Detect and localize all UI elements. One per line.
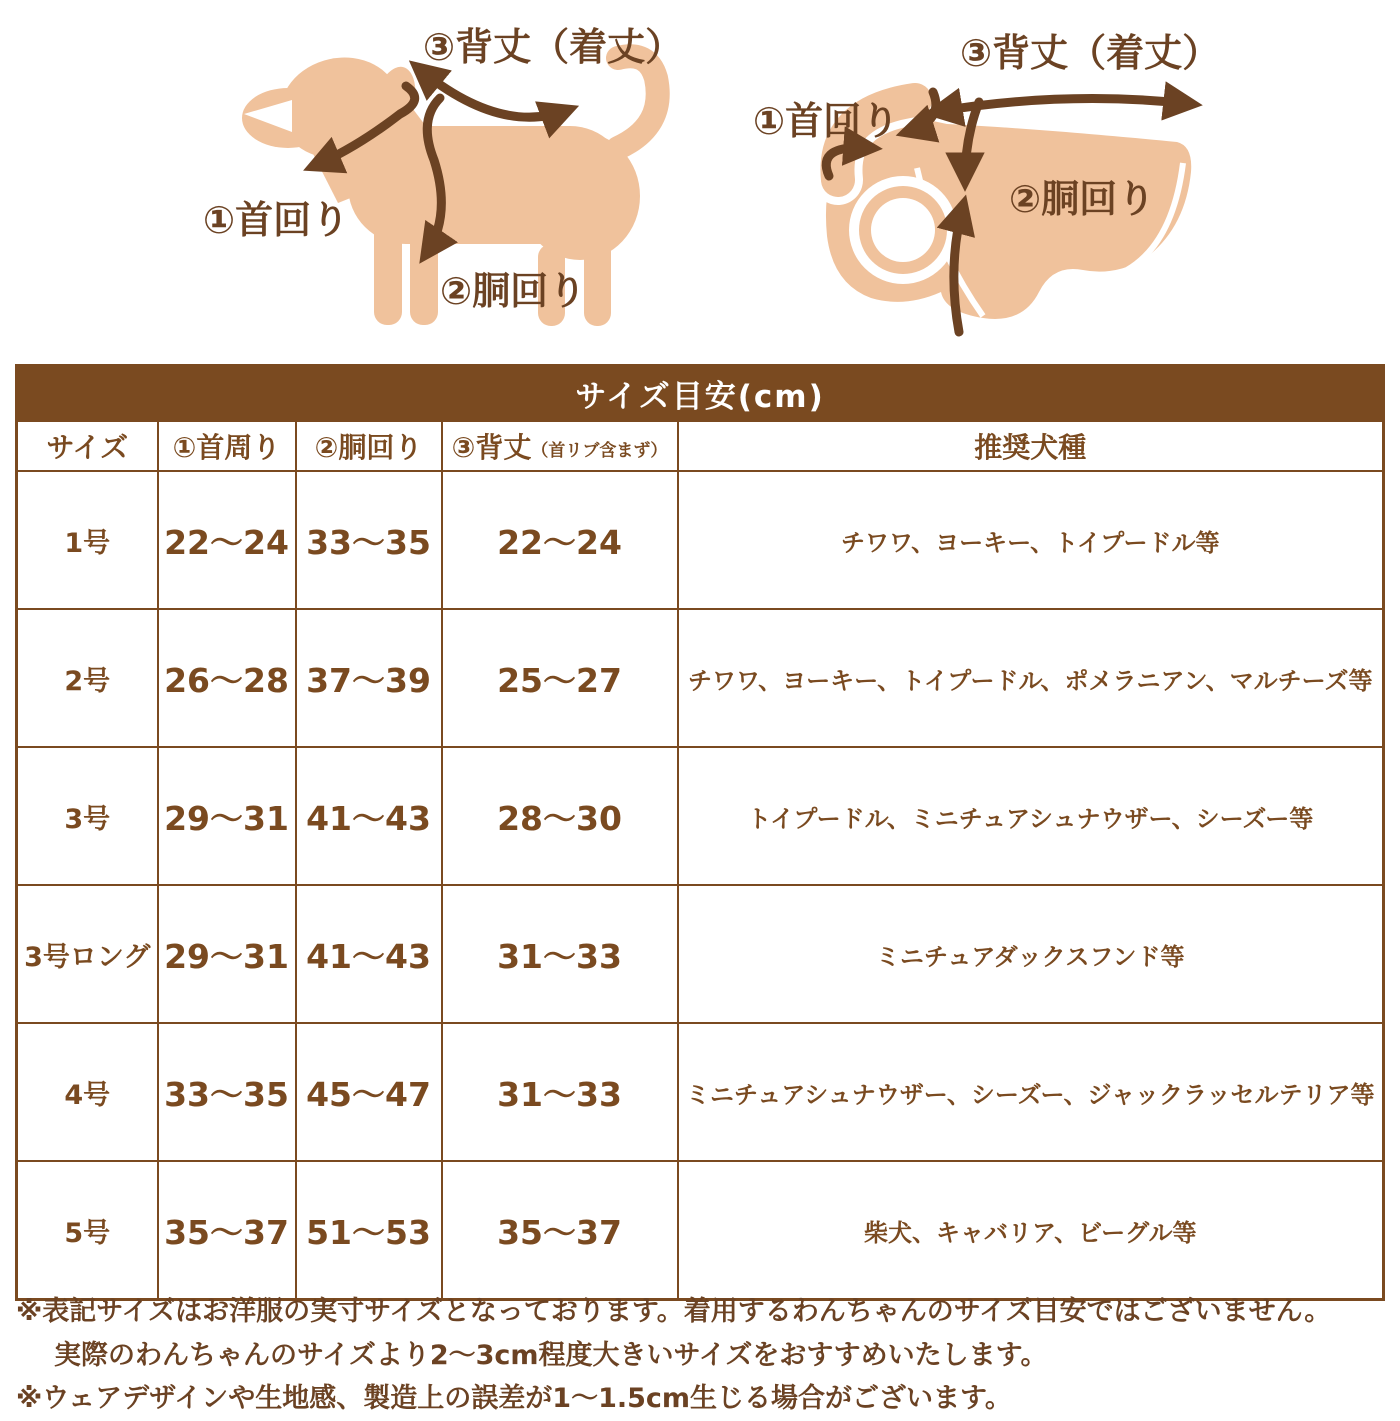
cell-size: 5号 xyxy=(17,1161,158,1300)
header-neck: ①首周り xyxy=(158,421,296,471)
header-girth: ②胴回り xyxy=(296,421,442,471)
note-line: 実際のわんちゃんのサイズより2〜3cm程度大きいサイズをおすすめいたします。 xyxy=(54,1339,1048,1371)
chest-girth-label: ②胴回り xyxy=(440,269,587,313)
dog-haunch xyxy=(520,132,640,260)
cell-back: 35〜37 xyxy=(442,1161,678,1300)
garment-measurement-diagram xyxy=(735,8,1295,353)
cell-girth: 41〜43 xyxy=(296,885,442,1023)
cell-size: 4号 xyxy=(17,1023,158,1161)
cell-neck: 26〜28 xyxy=(158,609,296,747)
size-table xyxy=(15,364,1385,1301)
table-row xyxy=(17,1161,1384,1300)
dog-measurement-diagram xyxy=(188,8,688,353)
table-row xyxy=(17,609,1384,747)
footnotes xyxy=(16,1290,1396,1421)
cell-breeds: トイプードル、ミニチュアシュナウザー、シーズー等 xyxy=(678,747,1384,885)
table-row xyxy=(17,1023,1384,1161)
cell-neck: 33〜35 xyxy=(158,1023,296,1161)
cell-neck: 29〜31 xyxy=(158,885,296,1023)
table-row xyxy=(17,471,1384,609)
cell-breeds: チワワ、ヨーキー、トイプードル等 xyxy=(678,471,1384,609)
cell-neck: 22〜24 xyxy=(158,471,296,609)
header-breed: 推奨犬種 xyxy=(678,421,1384,471)
back-length-label: ③背丈（着丈） xyxy=(423,25,684,69)
back-length-label: ③背丈（着丈） xyxy=(960,31,1221,75)
dog-tail xyxy=(618,56,658,148)
header-back-note: （首リブ含まず） xyxy=(531,441,668,461)
cell-size: 2号 xyxy=(17,609,158,747)
cell-girth: 33〜35 xyxy=(296,471,442,609)
cell-back: 31〜33 xyxy=(442,885,678,1023)
cell-girth: 51〜53 xyxy=(296,1161,442,1300)
neck-girth-label: ①首回り xyxy=(753,99,900,143)
header-back-main: ③背丈 xyxy=(451,431,532,464)
note-line: ※ウェアデザインや生地感、製造上の誤差が1〜1.5cm生じる場合がございます。 xyxy=(16,1383,1012,1415)
cell-neck: 35〜37 xyxy=(158,1161,296,1300)
dog-hind-leg xyxy=(584,236,611,326)
cell-back: 28〜30 xyxy=(442,747,678,885)
cell-size: 3号ロング xyxy=(17,885,158,1023)
table-header-row xyxy=(17,421,1384,471)
cell-neck: 29〜31 xyxy=(158,747,296,885)
cell-back: 22〜24 xyxy=(442,471,678,609)
table-row xyxy=(17,747,1384,885)
chest-girth-label: ②胴回り xyxy=(1009,177,1156,221)
cell-girth: 37〜39 xyxy=(296,609,442,747)
cell-size: 1号 xyxy=(17,471,158,609)
table-row xyxy=(17,885,1384,1023)
cell-breeds: チワワ、ヨーキー、トイプードル、ポメラニアン、マルチーズ等 xyxy=(678,609,1384,747)
table-title: サイズ目安(cm) xyxy=(17,366,1384,422)
cell-breeds: 柴犬、キャバリア、ビーグル等 xyxy=(678,1161,1384,1300)
cell-breeds: ミニチュアダックスフンド等 xyxy=(678,885,1384,1023)
cell-back: 31〜33 xyxy=(442,1023,678,1161)
dog-front-leg xyxy=(374,213,402,325)
cell-back: 25〜27 xyxy=(442,609,678,747)
note-line: ※表記サイズはお洋服の実寸サイズとなっております。着用するわんちゃんのサイズ目安ではございません。 xyxy=(16,1296,1332,1327)
leg-hole xyxy=(849,176,957,284)
table-title-row xyxy=(17,366,1384,422)
back-length-arrow xyxy=(418,68,568,117)
size-table-section xyxy=(15,364,1385,1301)
cell-girth: 45〜47 xyxy=(296,1023,442,1161)
header-size: サイズ xyxy=(17,421,158,471)
cell-breeds: ミニチュアシュナウザー、シーズー、ジャックラッセルテリア等 xyxy=(678,1023,1384,1161)
header-back xyxy=(442,421,678,471)
cell-size: 3号 xyxy=(17,747,158,885)
neck-girth-label: ①首回り xyxy=(203,198,350,242)
cell-girth: 41〜43 xyxy=(296,747,442,885)
